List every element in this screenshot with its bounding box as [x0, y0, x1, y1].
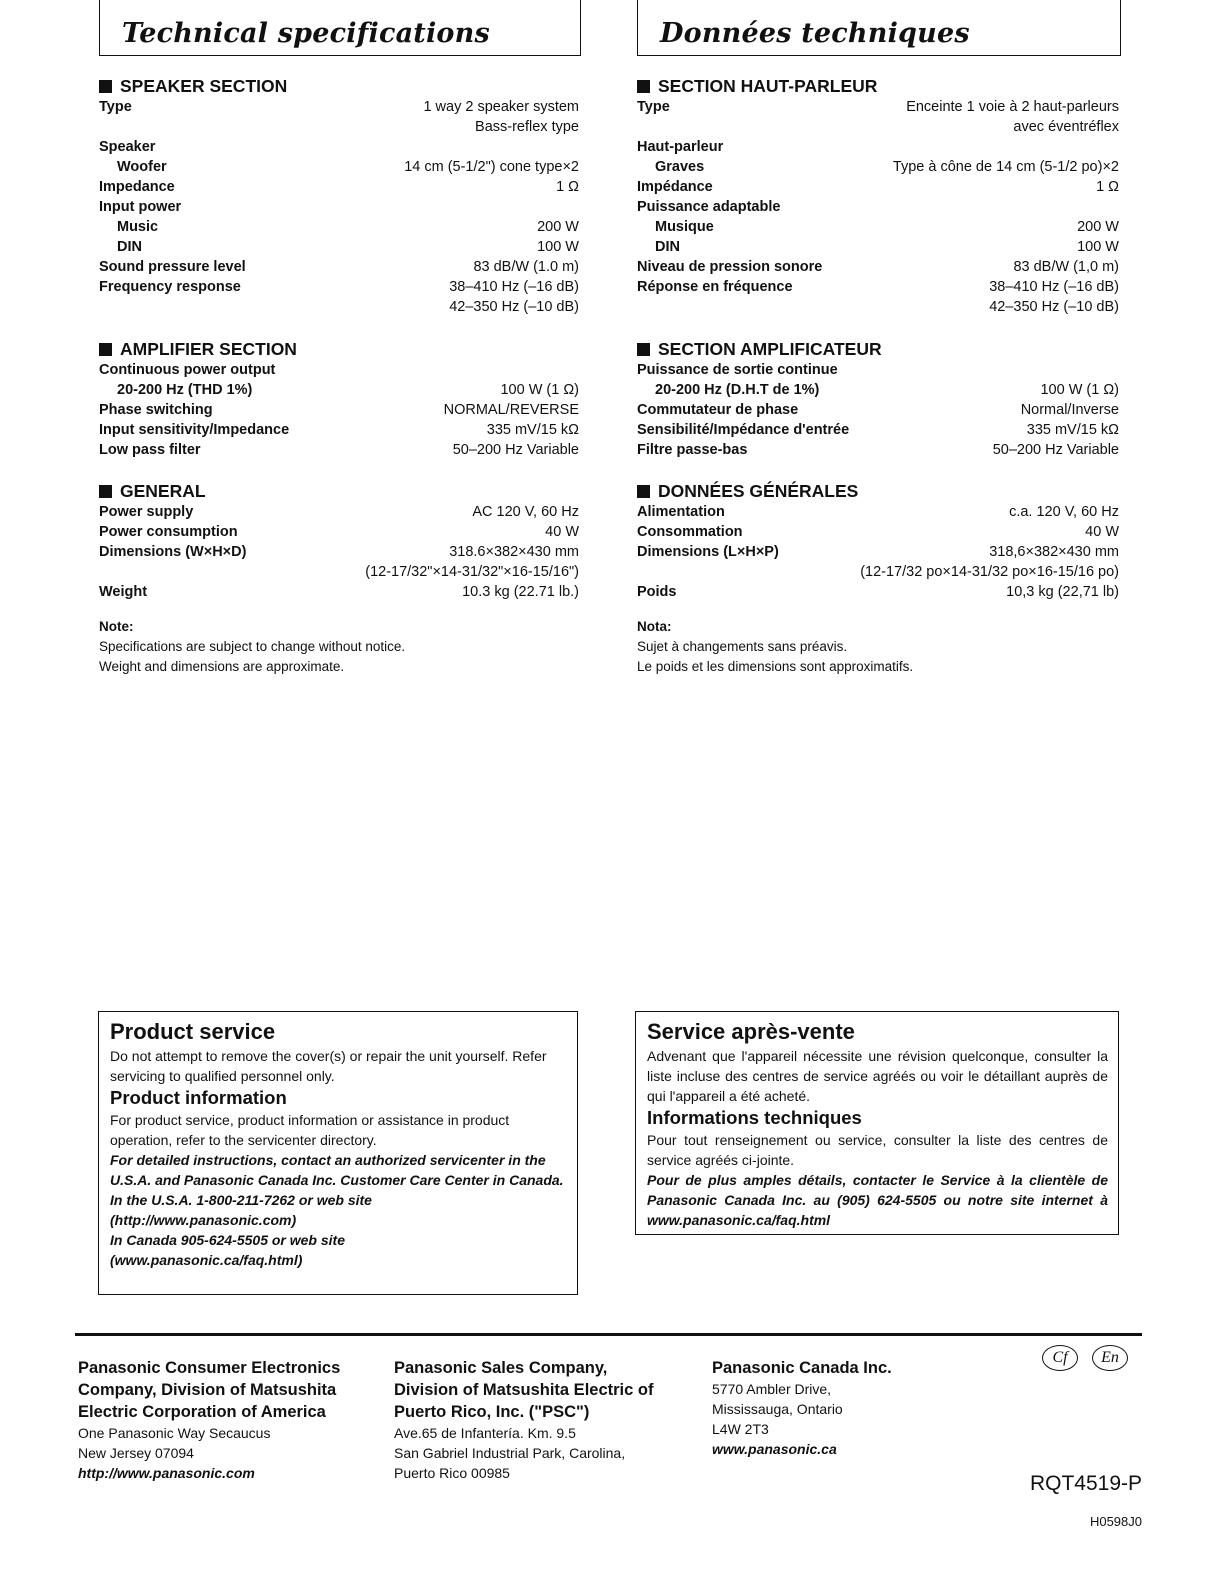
title-box-en	[99, 0, 581, 56]
language-mark-cf: Cf	[1042, 1345, 1078, 1371]
spec-row-freq: Frequency response 38–410 Hz (–16 dB)	[99, 279, 579, 295]
product-service-title: Product service	[110, 1019, 276, 1044]
spec-row-type-cont: Bass-reflex type	[475, 119, 579, 135]
spec-row-weight: Weight 10.3 kg (22.71 lb.)	[99, 584, 579, 600]
spec-row-lpf: Filtre passe-bas 50–200 Hz Variable	[637, 442, 1119, 458]
spec-row-consumption: Power consumption 40 W	[99, 524, 579, 540]
note-en: Note: Specifications are subject to change without notice. Weight and dimensions are approximate.	[99, 619, 406, 674]
spec-row-woofer: Woofer 14 cm (5-1/2") cone type×2	[117, 159, 579, 175]
spec-row-din: DIN 100 W	[655, 239, 1119, 255]
informations-techniques-text: Pour tout renseignement ou service, consulter la liste des centres de service agréés ci-jointe.	[647, 1132, 1108, 1168]
spec-row-type: Type 1 way 2 speaker system	[99, 99, 579, 115]
spec-row-supply: Power supply AC 120 V, 60 Hz	[99, 504, 579, 520]
spec-row-weight: Poids 10,3 kg (22,71 lb)	[637, 584, 1119, 600]
product-service-text: Do not attempt to remove the cover(s) or repair the unit yourself. Refer servicing to qualified personnel only.	[110, 1048, 547, 1084]
spec-row-spl: Sound pressure level 83 dB/W (1.0 m)	[99, 259, 579, 275]
spec-row-phase: Commutateur de phase Normal/Inverse	[637, 402, 1119, 418]
print-code: H0598J0	[1089, 1514, 1142, 1529]
spec-row-impedance: Impédance 1 Ω	[637, 179, 1119, 195]
spec-row-sensitivity: Sensibilité/Impédance d'entrée 335 mV/15 kΩ	[637, 422, 1119, 438]
spec-row-input-power: Input power	[99, 199, 182, 215]
plus-amples-details-text: Pour de plus amples détails, contacter le Service à la clientèle de Panasonic Canada Inc. au (905) 624-5505 ou notre site internet à www.panasonic.ca/faq.html	[647, 1172, 1108, 1228]
spec-row-speaker: Speaker	[99, 139, 156, 155]
spec-row-lpf: Low pass filter 50–200 Hz Variable	[99, 442, 579, 458]
section-heading-speaker-fr: SECTION HAUT-PARLEUR	[637, 75, 1119, 97]
canada-contact-line: In Canada 905-624-5505 or web site	[110, 1232, 345, 1248]
spec-row-supply: Alimentation c.a. 120 V, 60 Hz	[637, 504, 1119, 520]
address-panasonic-usa: Panasonic Consumer Electronics Company, Division of Matsushita Electric Corporation of America One Panasonic Way Secaucus New Jersey 07094 http://www.panasonic.com	[78, 1357, 378, 1483]
service-apres-vente-title: Service après-vente	[647, 1019, 855, 1044]
spec-row-phase: Phase switching NORMAL/REVERSE	[99, 402, 579, 418]
spec-row-thd: 20-200 Hz (D.H.T de 1%) 100 W (1 Ω)	[655, 382, 1119, 398]
bullet-square-icon	[637, 80, 650, 93]
page-title-fr: Données techniques	[660, 18, 970, 49]
section-heading-amplifier-fr: SECTION AMPLIFICATEUR	[637, 338, 1119, 360]
spec-row-dimensions: Dimensions (L×H×P) 318,6×382×430 mm	[637, 544, 1119, 560]
spec-row-sensitivity: Input sensitivity/Impedance 335 mV/15 kΩ	[99, 422, 579, 438]
spec-row-spl: Niveau de pression sonore 83 dB/W (1,0 m)	[637, 259, 1119, 275]
bullet-square-icon	[637, 343, 650, 356]
panasonic-usa-link[interactable]: http://www.panasonic.com	[78, 1465, 255, 1481]
spec-row-music: Music 200 W	[117, 219, 579, 235]
spec-row-dimensions: Dimensions (W×H×D) 318.6×382×430 mm	[99, 544, 579, 560]
spec-row-dimensions-cont: (12-17/32 po×14-31/32 po×16-15/16 po)	[860, 564, 1119, 580]
spec-list-en	[99, 75, 579, 677]
spec-row-thd: 20-200 Hz (THD 1%) 100 W (1 Ω)	[117, 382, 579, 398]
product-information-text: For product service, product information or assistance in product operation, refer to the servicenter directory.	[110, 1112, 510, 1148]
spec-row-music: Musique 200 W	[655, 219, 1119, 235]
section-heading-general-fr: DONNÉES GÉNÉRALES	[637, 480, 1119, 502]
spec-row-woofer: Graves Type à cône de 14 cm (5-1/2 po)×2	[655, 159, 1119, 175]
spec-row-din: DIN 100 W	[117, 239, 579, 255]
spec-row-type: Type Enceinte 1 voie à 2 haut-parleurs	[637, 99, 1119, 115]
document-code: RQT4519-P	[1029, 1472, 1142, 1495]
spec-row-freq-cont: 42–350 Hz (–10 dB)	[449, 299, 579, 315]
spec-row-cont-power: Continuous power output	[99, 362, 276, 378]
note-fr: Nota: Sujet à changements sans préavis. Le poids et les dimensions sont approximatifs.	[637, 619, 914, 674]
product-service-box	[98, 1011, 578, 1295]
product-information-title: Product information	[110, 1087, 287, 1108]
informations-techniques-title: Informations techniques	[647, 1107, 862, 1128]
panasonic-canada-link[interactable]: www.panasonic.ca	[712, 1441, 837, 1457]
service-apres-vente-box	[635, 1011, 1119, 1235]
footer-divider	[75, 1333, 1142, 1336]
spec-row-freq-cont: 42–350 Hz (–10 dB)	[989, 299, 1119, 315]
bullet-square-icon	[99, 80, 112, 93]
bullet-square-icon	[99, 343, 112, 356]
spec-row-type-cont: avec éventréflex	[1013, 119, 1119, 135]
title-box-fr	[637, 0, 1121, 56]
language-mark-en: En	[1092, 1345, 1128, 1371]
spec-row-consumption: Consommation 40 W	[637, 524, 1119, 540]
language-marks	[1042, 1345, 1128, 1371]
bullet-square-icon	[99, 485, 112, 498]
section-heading-amplifier-en: AMPLIFIER SECTION	[99, 338, 579, 360]
service-apres-vente-text: Advenant que l'appareil nécessite une révision quelconque, consulter la liste incluse des centres de service agréés ou voir le détaillant auprès de qui l'appareil a été acheté.	[647, 1048, 1108, 1104]
page-title-en: Technical specifications	[122, 18, 490, 49]
spec-row-speaker: Haut-parleur	[637, 139, 724, 155]
address-panasonic-canada: Panasonic Canada Inc. 5770 Ambler Drive, Mississauga, Ontario L4W 2T3 www.panasonic.ca	[712, 1357, 972, 1459]
spec-row-dimensions-cont: (12-17/32"×14-31/32"×16-15/16")	[365, 564, 579, 580]
section-heading-speaker-en: SPEAKER SECTION	[99, 75, 579, 97]
spec-row-impedance: Impedance 1 Ω	[99, 179, 579, 195]
spec-row-freq: Réponse en fréquence 38–410 Hz (–16 dB)	[637, 279, 1119, 295]
spec-row-input-power: Puissance adaptable	[637, 199, 781, 215]
bullet-square-icon	[637, 485, 650, 498]
spec-row-cont-power: Puissance de sortie continue	[637, 362, 838, 378]
section-heading-general-en: GENERAL	[99, 480, 579, 502]
address-panasonic-puerto-rico: Panasonic Sales Company, Division of Matsushita Electric of Puerto Rico, Inc. ("PSC") Ave.65 de Infantería. Km. 9.5 San Gabriel Industrial Park, Carolina, Puerto Rico 00985	[394, 1359, 654, 1481]
usa-contact-line: In the U.S.A. 1-800-211-7262 or web site	[110, 1192, 372, 1208]
detailed-instructions-text: For detailed instructions, contact an authorized servicenter in the U.S.A. and Panasonic Canada Inc. Customer Care Center in Canada.	[110, 1152, 564, 1188]
spec-list-fr	[637, 75, 1119, 677]
canada-url: (www.panasonic.ca/faq.html)	[110, 1252, 303, 1268]
usa-url: (http://www.panasonic.com)	[110, 1212, 297, 1228]
